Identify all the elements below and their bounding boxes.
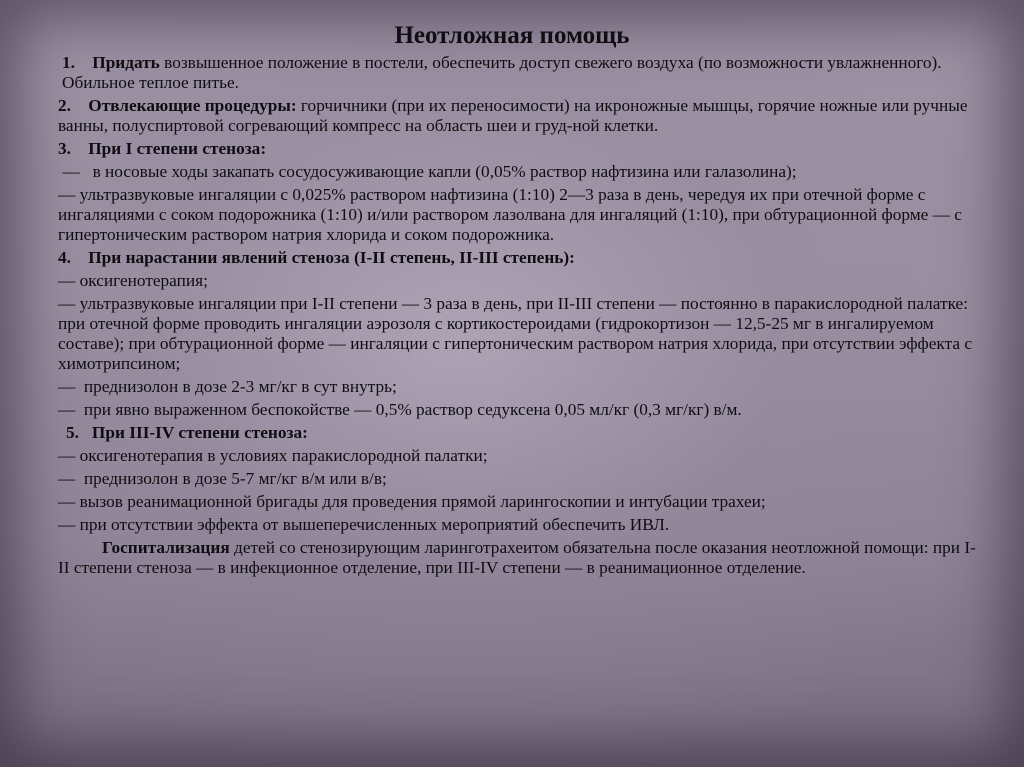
hospitalization-bold: Госпитализация: [102, 538, 230, 557]
item-4-line-4: — при явно выраженном беспокойстве — 0,5% раствор седуксена 0,05 мл/кг (0,3 мг/кг) в/м.: [58, 400, 742, 419]
item-3-line-1: — в носовые ходы закапать сосудосуживающие капли (0,05% раствор нафтизина или галазолина);: [58, 162, 797, 181]
item-2-number: 2.: [58, 96, 89, 115]
item-4-line-3: — преднизолон в дозе 2-3 мг/кг в сут внутрь;: [58, 377, 397, 396]
item-5-line-2: — преднизолон в дозе 5-7 мг/кг в/м или в/в;: [58, 469, 387, 488]
item-2: [58, 96, 978, 136]
item-3-line-2: — ультразвуковые ингаляции с 0,025% раствором нафтизина (1:10) 2—3 раза в день, чередуя их при отечной форме с ингаляциями с соком подорожника (1:10) и/или раствором лазолвана для ингаляций (1:10), при обтурационной форме — с гипертоническим раствором натрия хлорида и соком подорожника.: [58, 185, 962, 244]
item-4-line-2: — ультразвуковые ингаляции при I-II степени — 3 раза в день, при II-III степени — постоянно в паракислородной палатке: при отечной форме проводить ингаляции аэрозоля с кортикостероидами (гидрокортизон — 12,5-25 мг в ингалируемом составе); при обтурационной форме — ингаляции с гипертоническим раствором натрия хлорида, при отсутствии эффекта с химотрипсином;: [58, 294, 972, 373]
item-1-number: 1.: [62, 53, 93, 72]
item-5-line-1: — оксигенотерапия в условиях паракислородной палатки;: [58, 446, 488, 465]
item-1-bold: Придать: [92, 53, 160, 72]
item-5-heading: 5. При III-IV степени стеноза:: [66, 423, 308, 442]
item-5-line-4: — при отсутствии эффекта от вышеперечисленных мероприятий обеспечить ИВЛ.: [58, 515, 670, 534]
item-4-line-1: — оксигенотерапия;: [58, 271, 208, 290]
item-4-heading: 4. При нарастании явлений стеноза (I-II степень, II-III степень):: [58, 248, 575, 267]
slide-content: [58, 53, 978, 581]
item-5-line-3: — вызов реанимационной бригады для проведения прямой ларингоскопии и интубации трахеи;: [58, 492, 766, 511]
item-2-text: горчичники (при их переносимости) на икроножные мышцы, горячие ножные или ручные ванны, полуспиртовой согревающий компресс на область шеи и груд-ной клетки.: [58, 96, 968, 135]
item-2-bold: Отвлекающие процедуры:: [88, 96, 297, 115]
item-1-text: возвышенное положение в постели, обеспечить доступ свежего воздуха (по возможности увлажненного). Обильное теплое питье.: [62, 53, 942, 92]
item-3-heading: 3. При I степени стеноза:: [58, 139, 267, 158]
hospitalization-paragraph: [58, 538, 978, 578]
item-1: [58, 53, 978, 93]
slide-title: Неотложная помощь: [394, 22, 630, 49]
hospitalization-text: детей со стенозирующим ларинготрахеитом обязательна после оказания неотложной помощи: при I-II степени стеноза — в инфекционное отделение, при III-IV степени — в реанимационное отделение.: [58, 538, 976, 577]
